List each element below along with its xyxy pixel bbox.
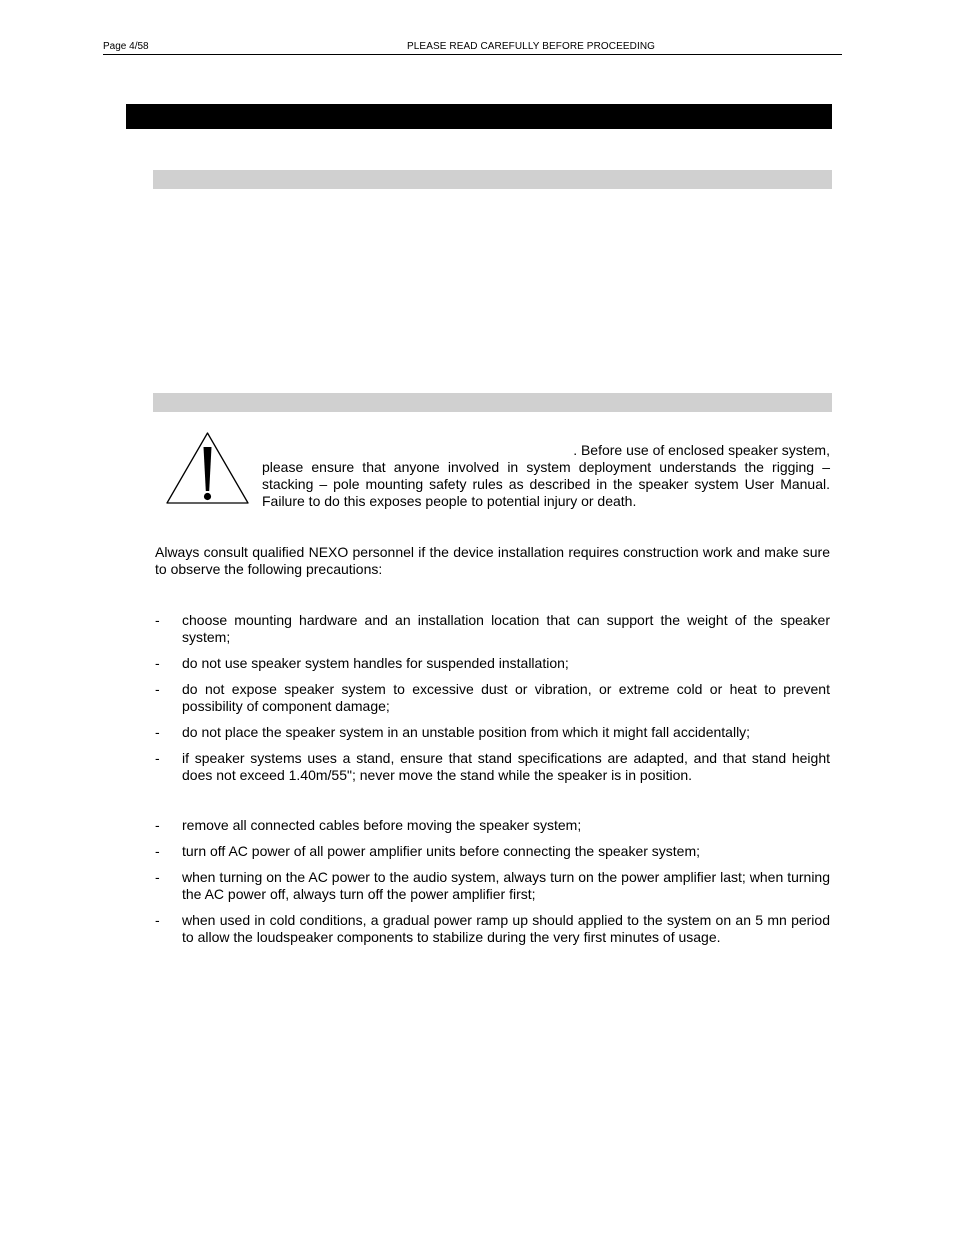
bullet-dash: - — [155, 869, 160, 885]
header-title: PLEASE READ CAREFULLY BEFORE PROCEEDING — [407, 41, 656, 52]
list-item-text: do not expose speaker system to excessive dust or vibration, or extreme cold or heat to prevent possibility of component damage; — [182, 681, 830, 714]
list-item-text: turn off AC power of all power amplifier units before connecting the speaker system; — [182, 843, 701, 859]
list-item-text: when turning on the AC power to the audio system, always turn on the power amplifier last; when turning the AC power off, always turn off the power amplifier first; — [182, 869, 830, 902]
list-item — [155, 817, 830, 834]
section-title-bar — [126, 104, 832, 129]
bullet-dash: - — [155, 817, 160, 833]
page-header — [103, 40, 842, 55]
list-item-text: remove all connected cables before moving the speaker system; — [182, 817, 582, 833]
warning-message — [262, 442, 830, 510]
warning-triangle-icon — [165, 431, 250, 505]
list-item-text: if speaker systems uses a stand, ensure that stand specifications are adapted, and that stand height does not exceed 1.40m/55"; never move the stand while the speaker is in position. — [182, 750, 830, 783]
list-item-text: when used in cold conditions, a gradual power ramp up should applied to the system on an 5 mn period to allow the loudspeaker components to stabilize during the very first minutes of usage. — [182, 912, 830, 945]
list-item — [155, 750, 830, 784]
list-item — [155, 655, 830, 672]
page-number: Page 4/58 — [103, 41, 149, 52]
list-item — [155, 724, 830, 741]
list-item — [155, 681, 830, 715]
list-item — [155, 912, 830, 946]
bullet-dash: - — [155, 843, 160, 859]
subsection-bar-1 — [153, 170, 832, 189]
connection-precautions-list — [155, 817, 830, 955]
warning-line-1: . Before use of enclosed speaker system, — [573, 442, 830, 458]
bullet-dash: - — [155, 912, 160, 928]
subsection-bar-2 — [153, 393, 832, 412]
bullet-dash: - — [155, 612, 160, 628]
list-item — [155, 843, 830, 860]
bullet-dash: - — [155, 681, 160, 697]
intro-paragraph: Always consult qualified NEXO personnel if the device installation requires construction work and make sure to observe the following precautions: — [155, 544, 830, 577]
bullet-dash: - — [155, 655, 160, 671]
warning-line-rest: please ensure that anyone involved in system deployment understands the rigging – stacking – pole mounting safety rules as described in the speaker system User Manual. Failure to do this exposes people to potential injury or death. — [262, 459, 830, 509]
bullet-dash: - — [155, 724, 160, 740]
list-item-text: do not use speaker system handles for suspended installation; — [182, 655, 569, 671]
bullet-dash: - — [155, 750, 160, 766]
list-item-text: do not place the speaker system in an unstable position from which it might fall accidentally; — [182, 724, 751, 740]
list-item-text: choose mounting hardware and an installation location that can support the weight of the speaker system; — [182, 612, 830, 645]
list-item — [155, 612, 830, 646]
installation-precautions-list — [155, 612, 830, 793]
list-item — [155, 869, 830, 903]
